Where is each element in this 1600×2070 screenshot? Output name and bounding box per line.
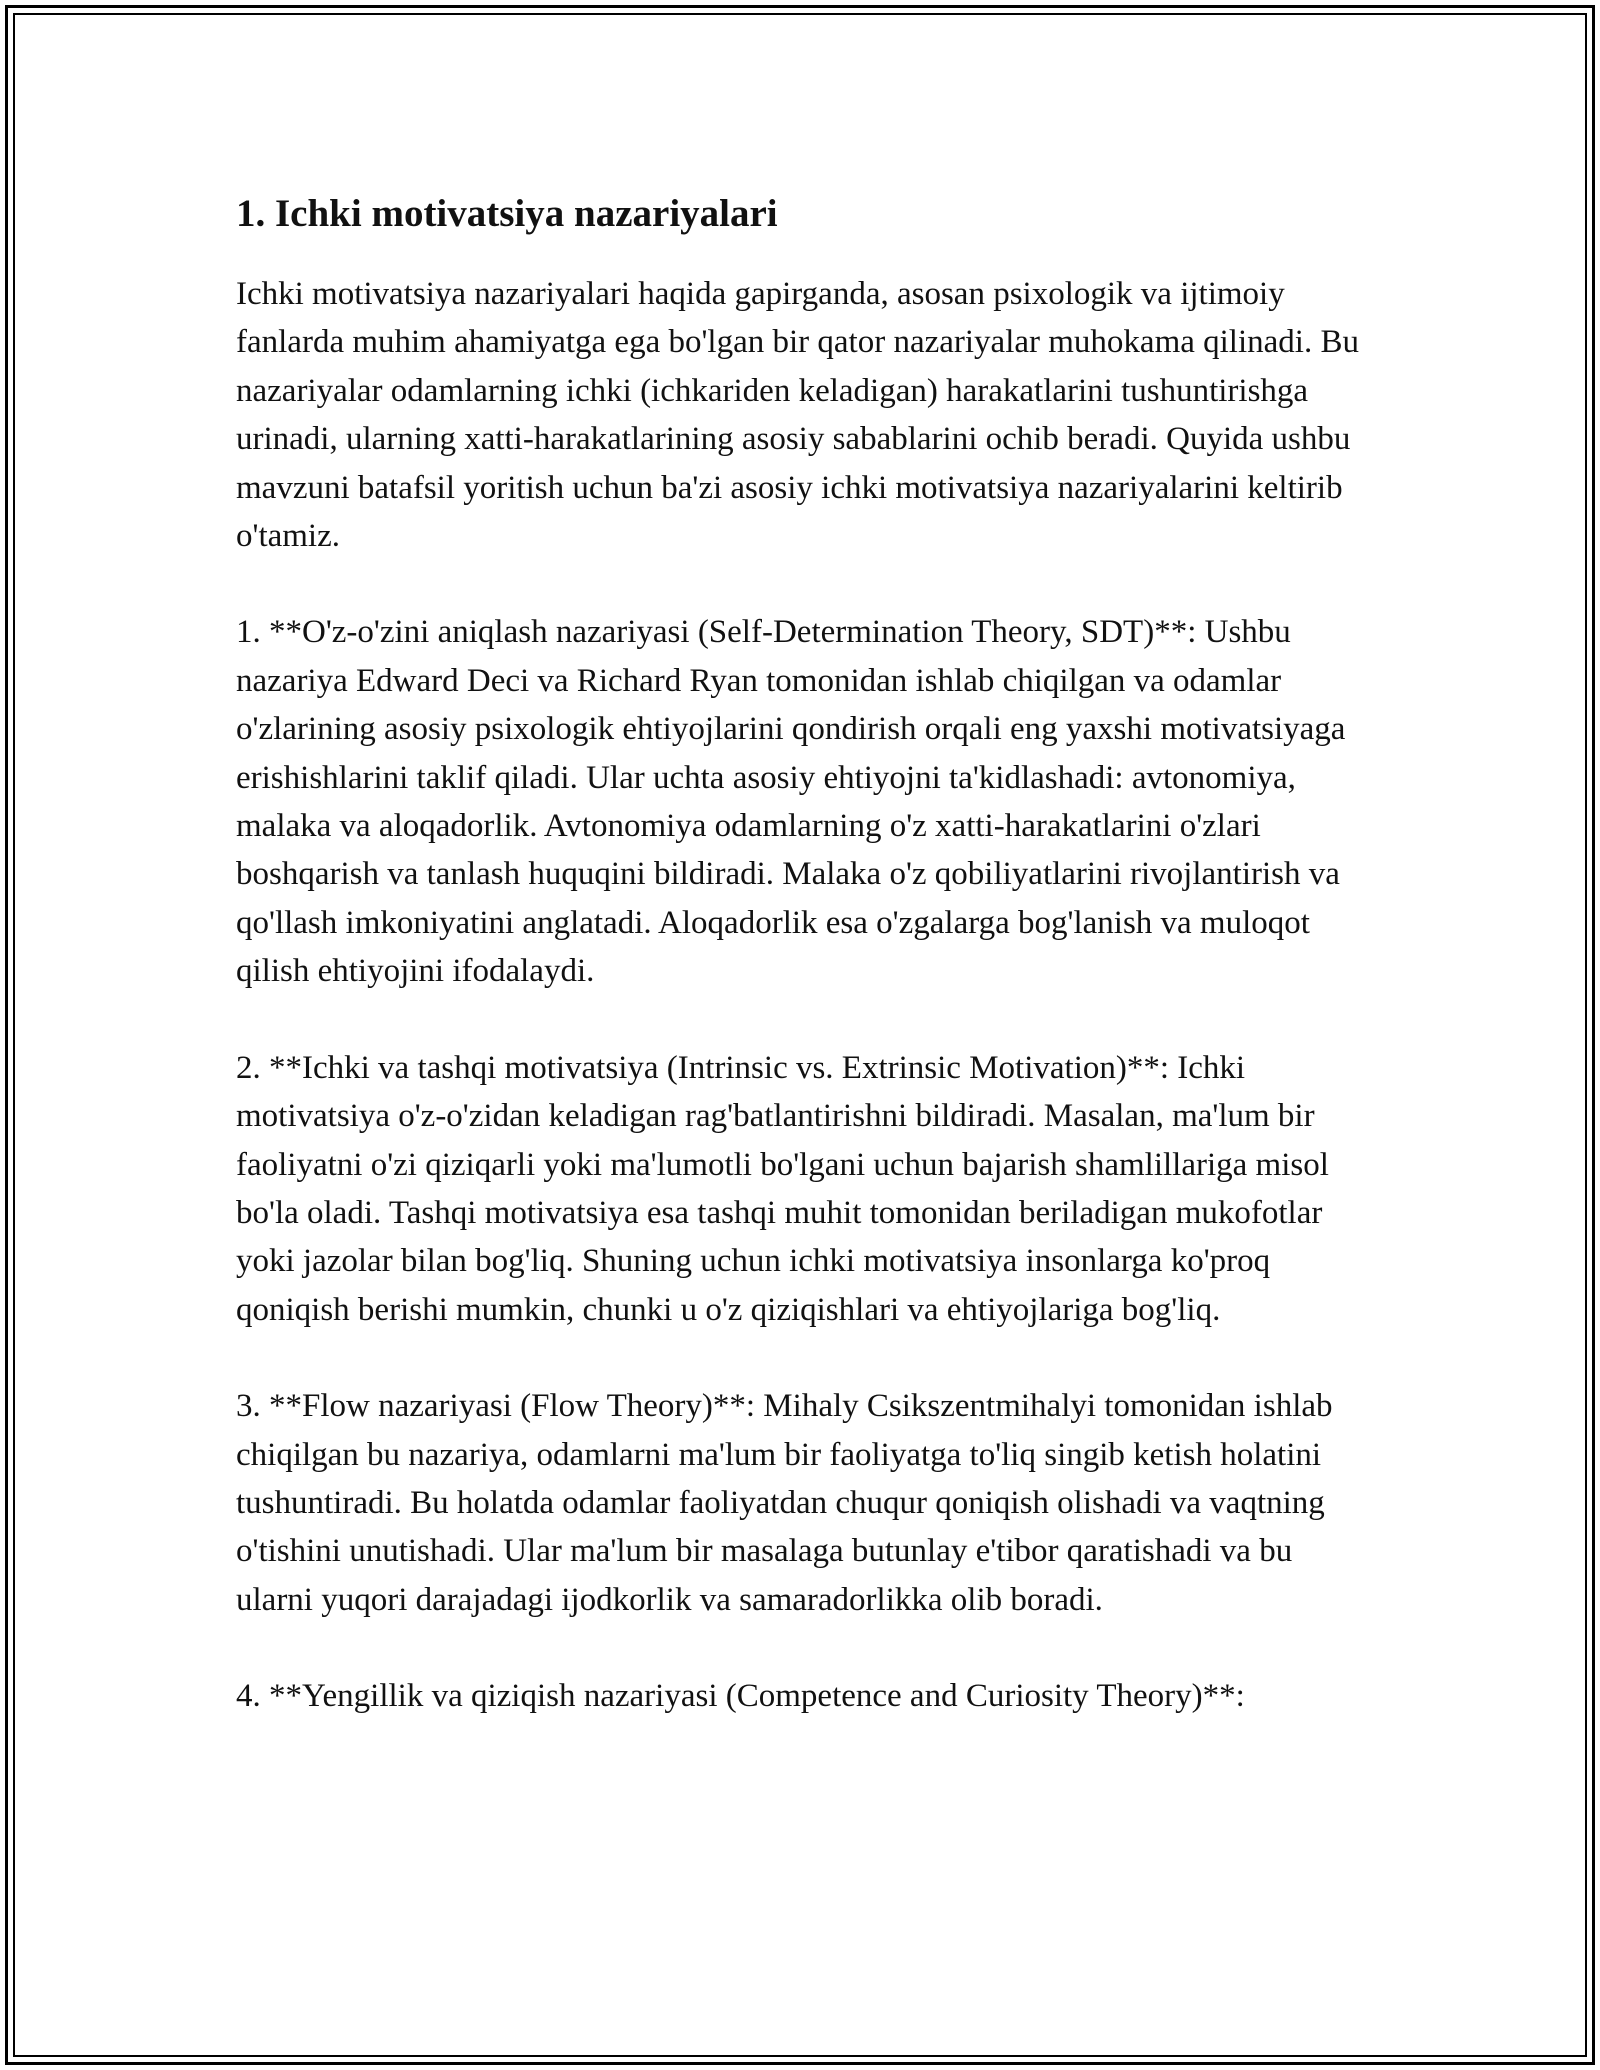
theory-1-paragraph: 1. **O'z-o'zini aniqlash nazariyasi (Self-Determination Theory, SDT)**: Ushbu nazariya Edward Deci va Richard Ryan tomonidan ishlab chiqilgan va odamlar o'zlarining asosiy psixologik ehtiyojlarini qondirish orqali eng yaxshi motivatsiyaga erishishlarini taklif qiladi. Ular uchta asosiy ehtiyojni ta'kidlashadi: avtonomiya, malaka va aloqadorlik. Avtonomiya odamlarning o'z xatti-harakatlarini o'zlari boshqarish va tanlash huquqini bildiradi. Malaka o'z qobiliyatlarini rivojlantirish va qo'llash imkoniyatini anglatadi. Aloqadorlik esa o'zgalarga bog'lanish va muloqot qilish ehtiyojini ifodalaydi. xyxy=(236,614,1346,990)
section-heading: 1. Ichki motivatsiya nazariyalari xyxy=(236,192,778,235)
intro-paragraph: Ichki motivatsiya nazariyalari haqida gapirganda, asosan psixologik va ijtimoiy fanlarda muhim ahamiyatga ega bo'lgan bir qator nazariyalar muhokama qilinadi. Bu nazariyalar odamlarning ichki (ichkariden keladigan) harakatlarini tushuntirishga urinadi, ularning xatti-harakatlarining asosiy sabablarini ochib beradi. Quyida ushbu mavzuni batafsil yoritish uchun ba'zi asosiy ichki motivatsiya nazariyalarini keltirib o'tamiz. xyxy=(236,276,1359,555)
document-body xyxy=(236,190,1376,1721)
theory-2-paragraph: 2. **Ichki va tashqi motivatsiya (Intrinsic vs. Extrinsic Motivation)**: Ichki motivatsiya o'z-o'zidan keladigan rag'batlantirishni bildiradi. Masalan, ma'lum bir faoliyatni o'zi qiziqarli yoki ma'lumotli bo'lgani uchun bajarish shamlillariga misol bo'la oladi. Tashqi motivatsiya esa tashqi muhit tomonidan beriladigan mukofotlar yoki jazolar bilan bog'liq. Shuning uchun ichki motivatsiya insonlarga ko'proq qoniqish berishi mumkin, chunki u o'z qiziqishlari va ehtiyojlariga bog'liq. xyxy=(236,1049,1329,1328)
theory-3-paragraph: 3. **Flow nazariyasi (Flow Theory)**: Mihaly Csikszentmihalyi tomonidan ishlab chiqilgan bu nazariya, odamlarni ma'lum bir faoliyatga to'liq singib ketish holatini tushuntiradi. Bu holatda odamlar faoliyatdan chuqur qoniqish olishadi va vaqtning o'tishini unutishadi. Ular ma'lum bir masalaga butunlay e'tibor qaratishadi va bu ularni yuqori darajadagi ijodkorlik va samaradorlikka olib boradi. xyxy=(236,1388,1333,1618)
theory-4-paragraph: 4. **Yengillik va qiziqish nazariyasi (Competence and Curiosity Theory)**: xyxy=(236,1678,1245,1715)
